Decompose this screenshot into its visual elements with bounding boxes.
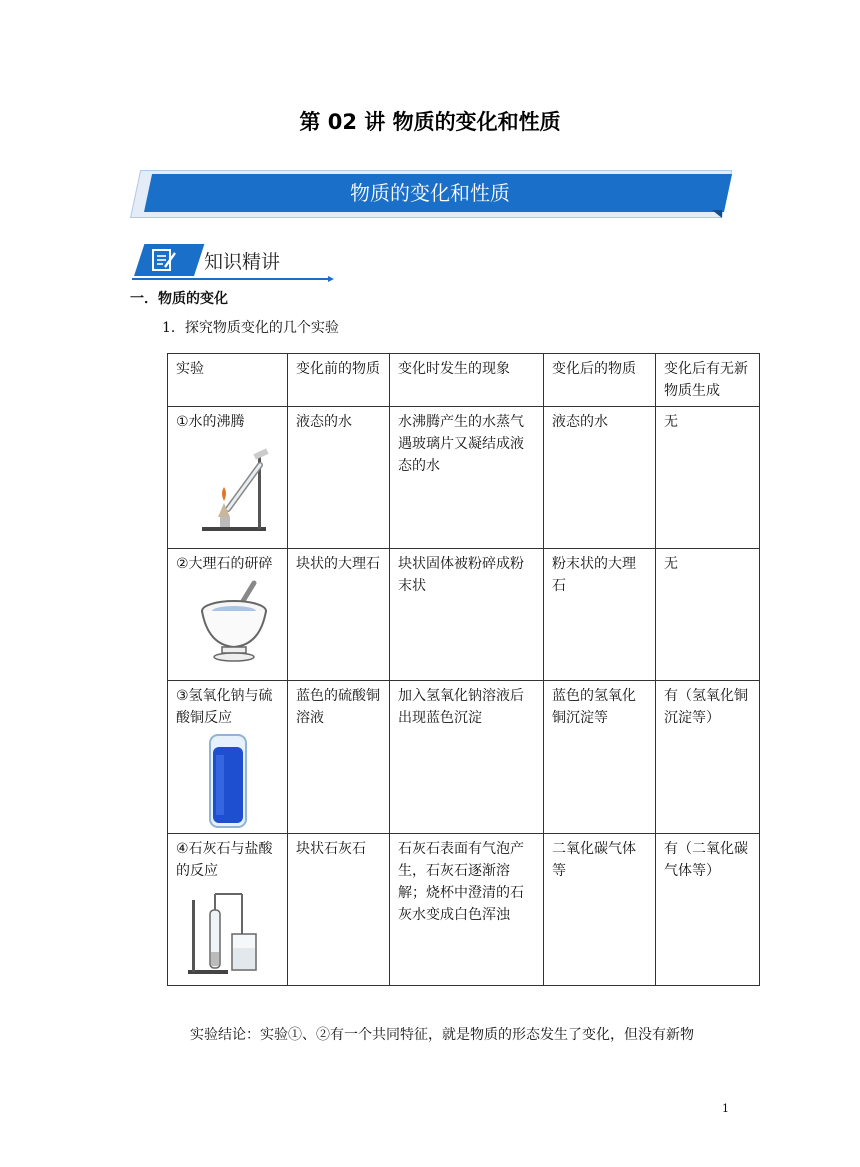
boiling-apparatus-icon: [198, 437, 270, 533]
phenomenon-cell: 块状固体被粉碎成粉末状: [390, 549, 544, 681]
before-cell: 液态的水: [288, 407, 390, 549]
table-row: [168, 834, 760, 986]
header-after: 变化后的物质: [544, 354, 656, 407]
section-banner: [130, 170, 730, 218]
mortar-pestle-icon: [198, 579, 270, 665]
experiment-cell: [168, 407, 288, 549]
page-number: 1: [722, 1102, 729, 1115]
new-substance-cell: 无: [656, 549, 760, 681]
after-cell: 蓝色的氢氧化铜沉淀等: [544, 681, 656, 834]
after-cell: 液态的水: [544, 407, 656, 549]
experiment-name: ②大理石的研碎: [176, 556, 273, 572]
before-cell: 块状石灰石: [288, 834, 390, 986]
conclusion-text: 实验结论：实验①、②有一个共同特征，就是物质的形态发生了变化，但没有新物: [190, 1027, 694, 1043]
section-heading: 一．物质的变化: [130, 291, 228, 307]
new-substance-cell: 无: [656, 407, 760, 549]
header-before: 变化前的物质: [288, 354, 390, 407]
experiment-cell: [168, 681, 288, 834]
experiment-cell: [168, 834, 288, 986]
table-row: [168, 681, 760, 834]
header-phenomenon: 变化时发生的现象: [390, 354, 544, 407]
subsection-heading: 1．探究物质变化的几个实验: [162, 320, 339, 336]
header-experiment: 实验: [168, 354, 288, 407]
new-substance-cell: 有（二氧化碳气体等）: [656, 834, 760, 986]
experiment-cell: [168, 549, 288, 681]
table-row: [168, 549, 760, 681]
banner-text: 物质的变化和性质: [350, 181, 510, 205]
document-title: 第 02 讲 物质的变化和性质: [299, 110, 561, 134]
gas-generation-apparatus-icon: [186, 886, 266, 976]
new-substance-cell: 有（氢氧化铜沉淀等）: [656, 681, 760, 834]
after-cell: 粉末状的大理石: [544, 549, 656, 681]
before-cell: 块状的大理石: [288, 549, 390, 681]
experiment-table: [167, 353, 760, 986]
phenomenon-cell: 水沸腾产生的水蒸气遇玻璃片又凝结成液态的水: [390, 407, 544, 549]
knowledge-label: 知识精讲: [204, 251, 281, 273]
table-row: [168, 407, 760, 549]
header-new-substance: 变化后有无新物质生成: [656, 354, 760, 407]
after-cell: 二氧化碳气体等: [544, 834, 656, 986]
experiment-name: ①水的沸腾: [176, 414, 245, 430]
table-header-row: [168, 354, 760, 407]
notepad-pencil-icon: [150, 247, 178, 273]
experiment-name: ③氢氧化钠与硫酸铜反应: [176, 688, 273, 726]
phenomenon-cell: 石灰石表面有气泡产生，石灰石逐渐溶解；烧杯中澄清的石灰水变成白色浑浊: [390, 834, 544, 986]
experiment-name: ④石灰石与盐酸的反应: [176, 841, 273, 879]
before-cell: 蓝色的硫酸铜溶液: [288, 681, 390, 834]
knowledge-header: [128, 244, 328, 280]
phenomenon-cell: 加入氢氧化钠溶液后出现蓝色沉淀: [390, 681, 544, 834]
test-tube-blue-precipitate-icon: [198, 733, 258, 829]
